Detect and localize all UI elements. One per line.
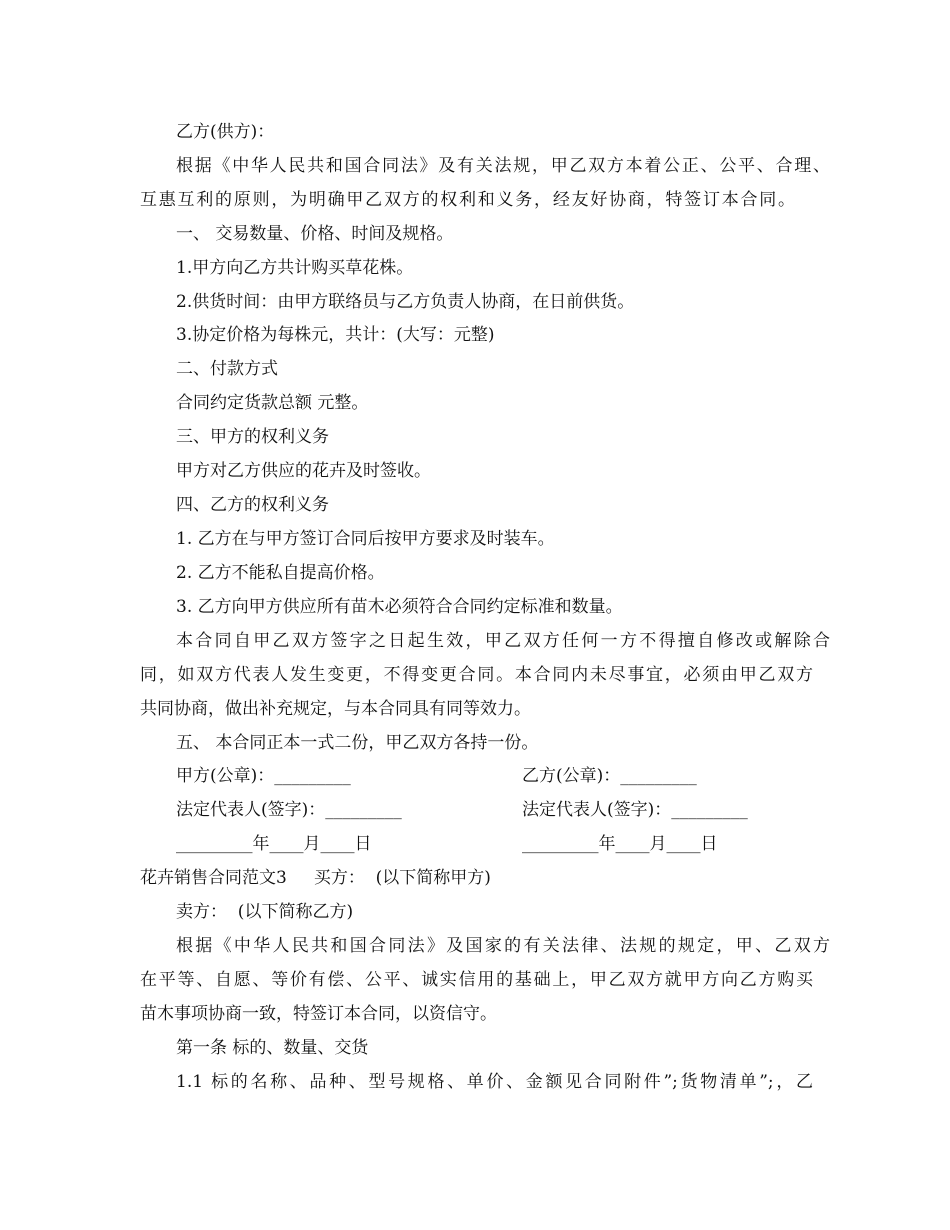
list-item: 1. 乙方在与甲方签订合同后按甲方要求及时装车。	[176, 529, 555, 549]
party-b-date-field: _________年____月____日	[522, 834, 718, 854]
list-item: 2. 乙方不能私自提高价格。	[176, 563, 385, 583]
list-item: 2.供货时间：由甲方联络员与乙方负责人协商，在日前供货。	[176, 292, 635, 312]
paragraph-line: 本合同自甲乙双方签字之日起生效，甲乙双方任何一方不得擅自修改或解除合	[176, 631, 830, 651]
section-heading: 四、乙方的权利义务	[176, 495, 329, 515]
paragraph-line: 根据《中华人民共和国合同法》及有关法规，甲乙双方本着公正、公平、合理、	[176, 156, 830, 176]
contract-title-line: 花卉销售合同范文3 买方： (以下简称甲方)	[140, 868, 491, 888]
party-b-representative-field: 法定代表人(签字)：_________	[522, 800, 748, 820]
paragraph-line: 1.1 标的名称、品种、型号规格、单价、金额见合同附件”;货物清单”;，乙	[176, 1072, 813, 1092]
party-a-seal-field: 甲方(公章)：_________	[176, 766, 351, 786]
paragraph-line: 共同协商，做出补充规定，与本合同具有同等效力。	[140, 699, 531, 719]
paragraph-line: 同，如双方代表人发生变更，不得变更合同。本合同内未尽事宜，必须由甲乙双方	[140, 665, 813, 685]
section-heading: 三、甲方的权利义务	[176, 427, 329, 447]
section-heading: 五、 本合同正本一式二份，甲乙双方各持一份。	[176, 733, 539, 753]
paragraph-line: 互惠互利的原则，为明确甲乙双方的权利和义务，经友好协商，特签订本合同。	[140, 190, 795, 210]
seller-line: 卖方： (以下简称乙方)	[176, 902, 354, 922]
paragraph-line: 在平等、自愿、等价有偿、公平、诚实信用的基础上，甲乙双方就甲方向乙方购买	[140, 970, 813, 990]
section-heading: 二、付款方式	[176, 359, 278, 379]
paragraph-line: 根据《中华人民共和国合同法》及国家的有关法律、法规的规定，甲、乙双方	[176, 936, 830, 956]
party-b-heading: 乙方(供方)：	[176, 122, 275, 142]
paragraph-line: 苗木事项协商一致，特签订本合同，以资信守。	[140, 1004, 497, 1024]
list-item: 3. 乙方向甲方供应所有苗木必须符合合同约定标准和数量。	[176, 597, 623, 617]
list-item: 3.协定价格为每株元，共计：(大写：元整)	[176, 325, 495, 345]
section-heading: 一、 交易数量、价格、时间及规格。	[176, 224, 454, 244]
party-a-date-field: _________年____月____日	[176, 834, 372, 854]
party-b-seal-field: 乙方(公章)：_________	[522, 766, 697, 786]
article-heading: 第一条 标的、数量、交货	[176, 1038, 369, 1058]
paragraph-line: 合同约定货款总额 元整。	[176, 393, 369, 413]
list-item: 1.甲方向乙方共计购买草花株。	[176, 258, 414, 278]
paragraph-line: 甲方对乙方供应的花卉及时签收。	[176, 461, 431, 481]
party-a-representative-field: 法定代表人(签字)：_________	[176, 800, 402, 820]
